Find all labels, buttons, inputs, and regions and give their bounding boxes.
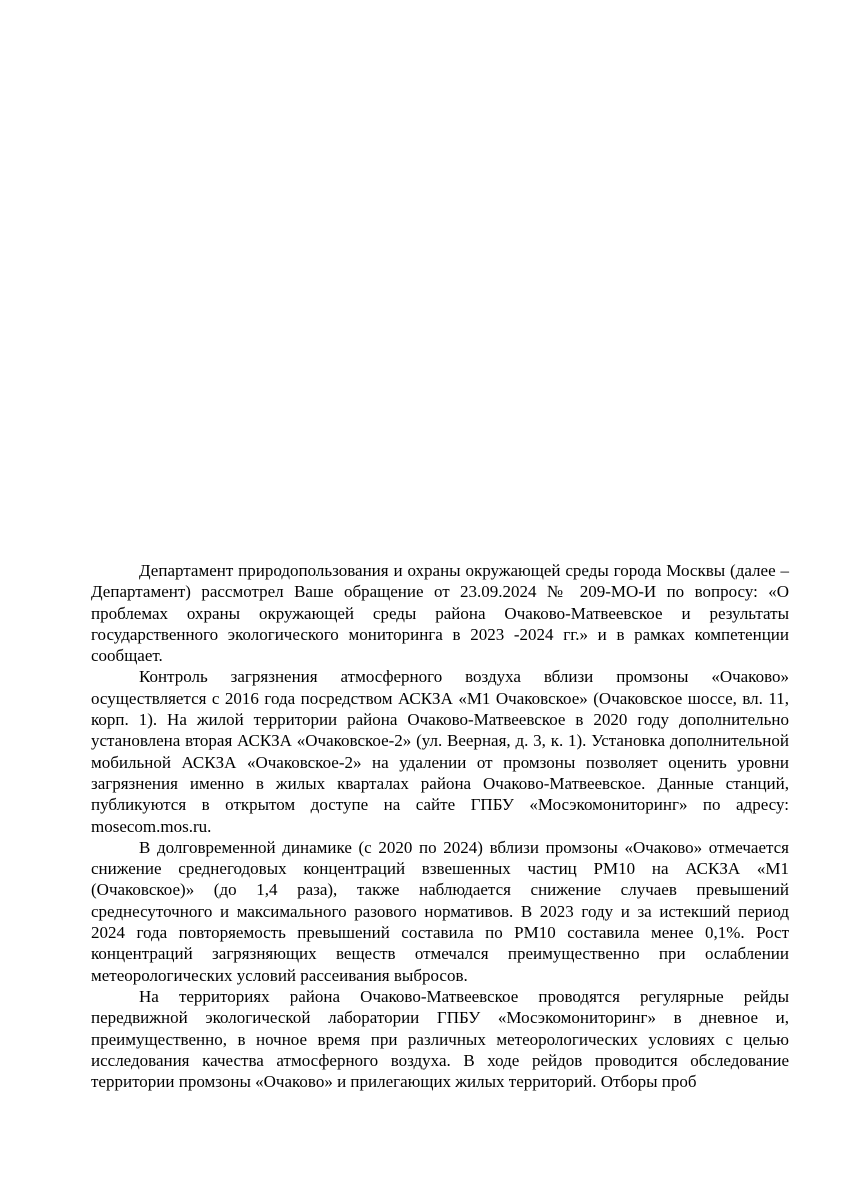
paragraph-mobile-laboratory: На территориях района Очаково-Матвеевское проводятся регулярные рейды передвижной экологической лаборатории ГПБУ «Мосэкомониторинг» в дневное и, преимущественно, в ночное время при различных метеорологических условиях с целью исследования качества атмосферного воздуха. В ходе рейдов проводится обследование территории промзоны «Очаково» и прилегающих жилых территорий. Отборы проб <box>91 986 789 1092</box>
paragraph-long-term-dynamics: В долговременной динамике (с 2020 по 2024) вблизи промзоны «Очаково» отмечается снижение среднегодовых концентраций взвешенных частиц РМ10 на АСКЗА «М1 (Очаковское)» (до 1,4 раза), также наблюдается снижение случаев превышений среднесуточного и максимального разового нормативов. В 2023 году и за истекший период 2024 года повторяемость превышений составила по РМ10 составила менее 0,1%. Рост концентраций загрязняющих веществ отмечался преимущественно при ослаблении метеорологических условий рассеивания выбросов. <box>91 837 789 985</box>
paragraph-monitoring-stations: Контроль загрязнения атмосферного воздуха вблизи промзоны «Очаково» осуществляется с 2016 года посредством АСКЗА «М1 Очаковское» (Очаковское шоссе, вл. 11, корп. 1). На жилой территории района Очаково-Матвеевское в 2020 году дополнительно установлена вторая АСКЗА «Очаковское-2» (ул. Веерная, д. 3, к. 1). Установка дополнительной мобильной АСКЗА «Очаковское-2» на удалении от промзоны позволяет оценить уровни загрязнения именно в жилых кварталах района Очаково-Матвеевское. Данные станций, публикуются в открытом доступе на сайте ГПБУ «Мосэкомониторинг» по адресу: mosecom.mos.ru. <box>91 667 789 836</box>
letter-body <box>91 560 789 1092</box>
paragraph-intro: Департамент природопользования и охраны окружающей среды города Москвы (далее – Департамент) рассмотрел Ваше обращение от 23.09.2024 № 209-МО-И по вопросу: «О проблемах охраны окружающей среды района Очаково-Матвеевское и результаты государственного экологического мониторинга в 2023 -2024 гг.» и в рамках компетенции сообщает. <box>91 561 789 666</box>
